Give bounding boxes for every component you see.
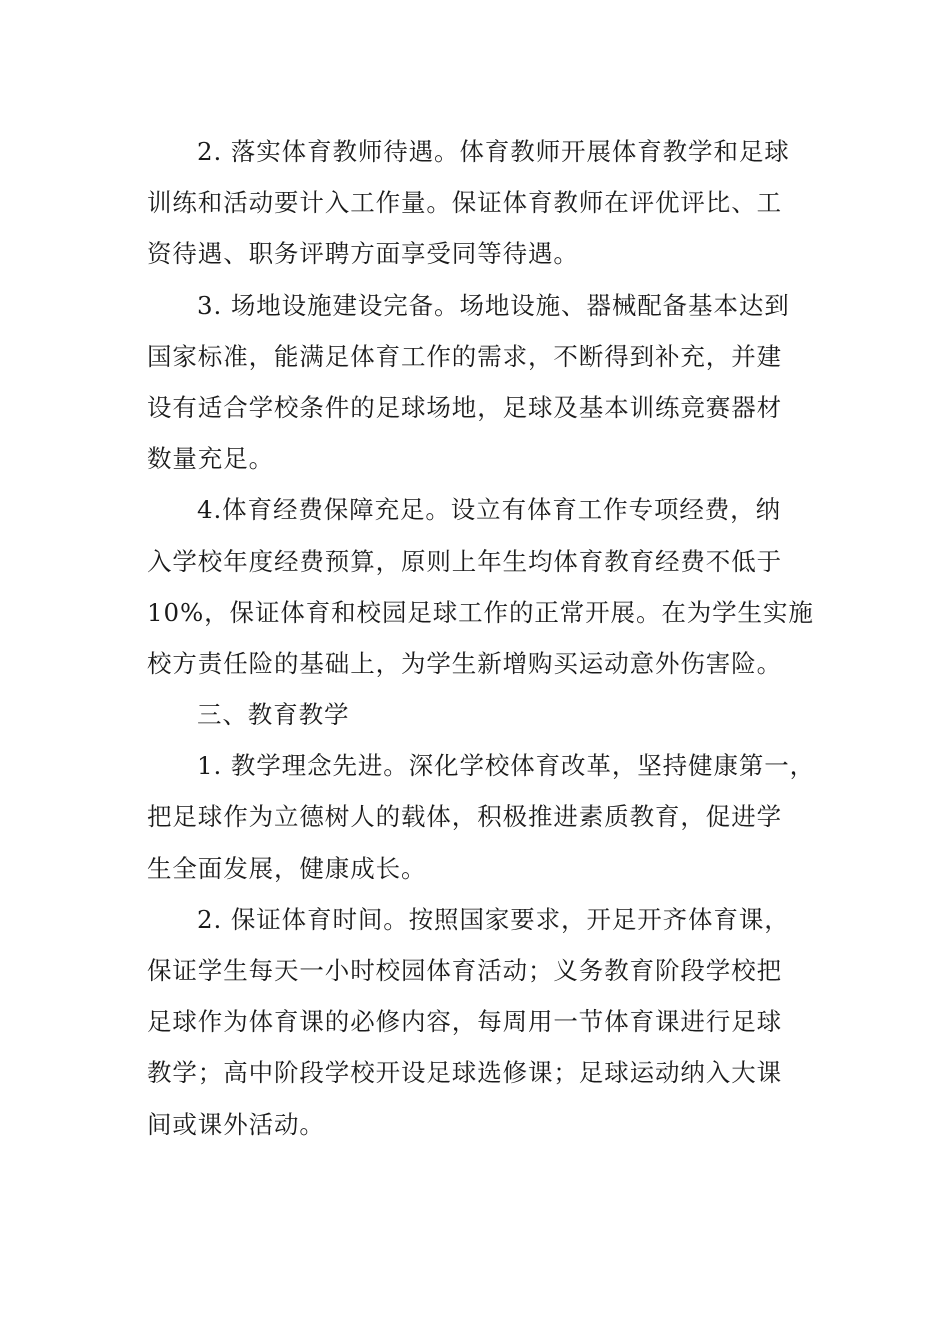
paragraph-line: 设有适合学校条件的足球场地，足球及基本训练竞赛器材	[147, 392, 782, 422]
paragraph-line: 训练和活动要计入工作量。保证体育教师在评优评比、工	[147, 188, 782, 218]
paragraph-line: 10%，保证体育和校园足球工作的正常开展。在为学生实施	[147, 597, 814, 627]
paragraph-line: 数量充足。	[147, 444, 274, 474]
paragraph-line: 入学校年度经费预算，原则上年生均体育教育经费不低于	[147, 546, 782, 576]
paragraph-first-line: 4.体育经费保障充足。设立有体育工作专项经费，纳	[197, 495, 781, 525]
paragraph-line: 足球作为体育课的必修内容，每周用一节体育课进行足球	[147, 1007, 782, 1037]
paragraph-line: 国家标准，能满足体育工作的需求，不断得到补充，并建	[147, 341, 782, 371]
paragraph-first-line: 三、教育教学	[197, 700, 350, 730]
paragraph-first-line: 2. 落实体育教师待遇。体育教师开展体育教学和足球	[197, 137, 790, 166]
paragraph-line: 资待遇、职务评聘方面享受同等待遇。	[147, 239, 579, 269]
paragraph-first-line: 1. 教学理念先进。深化学校体育改革，坚持健康第一，	[197, 751, 816, 781]
paragraph-line: 教学；高中阶段学校开设足球选修课；足球运动纳入大课	[147, 1058, 782, 1088]
paragraph-line: 保证学生每天一小时校园体育活动；义务教育阶段学校把	[147, 956, 782, 985]
paragraph-first-line: 3. 场地设施建设完备。场地设施、器械配备基本达到	[197, 290, 790, 320]
paragraph-line: 间或课外活动。	[147, 1109, 325, 1139]
paragraph-line: 校方责任险的基础上，为学生新增购买运动意外伤害险。	[147, 648, 782, 678]
paragraph-line: 生全面发展，健康成长。	[147, 853, 427, 883]
paragraph-first-line: 2. 保证体育时间。按照国家要求，开足开齐体育课，	[197, 904, 790, 934]
document-body	[147, 126, 816, 1150]
paragraph-line: 把足球作为立德树人的载体，积极推进素质教育，促进学	[147, 802, 782, 832]
